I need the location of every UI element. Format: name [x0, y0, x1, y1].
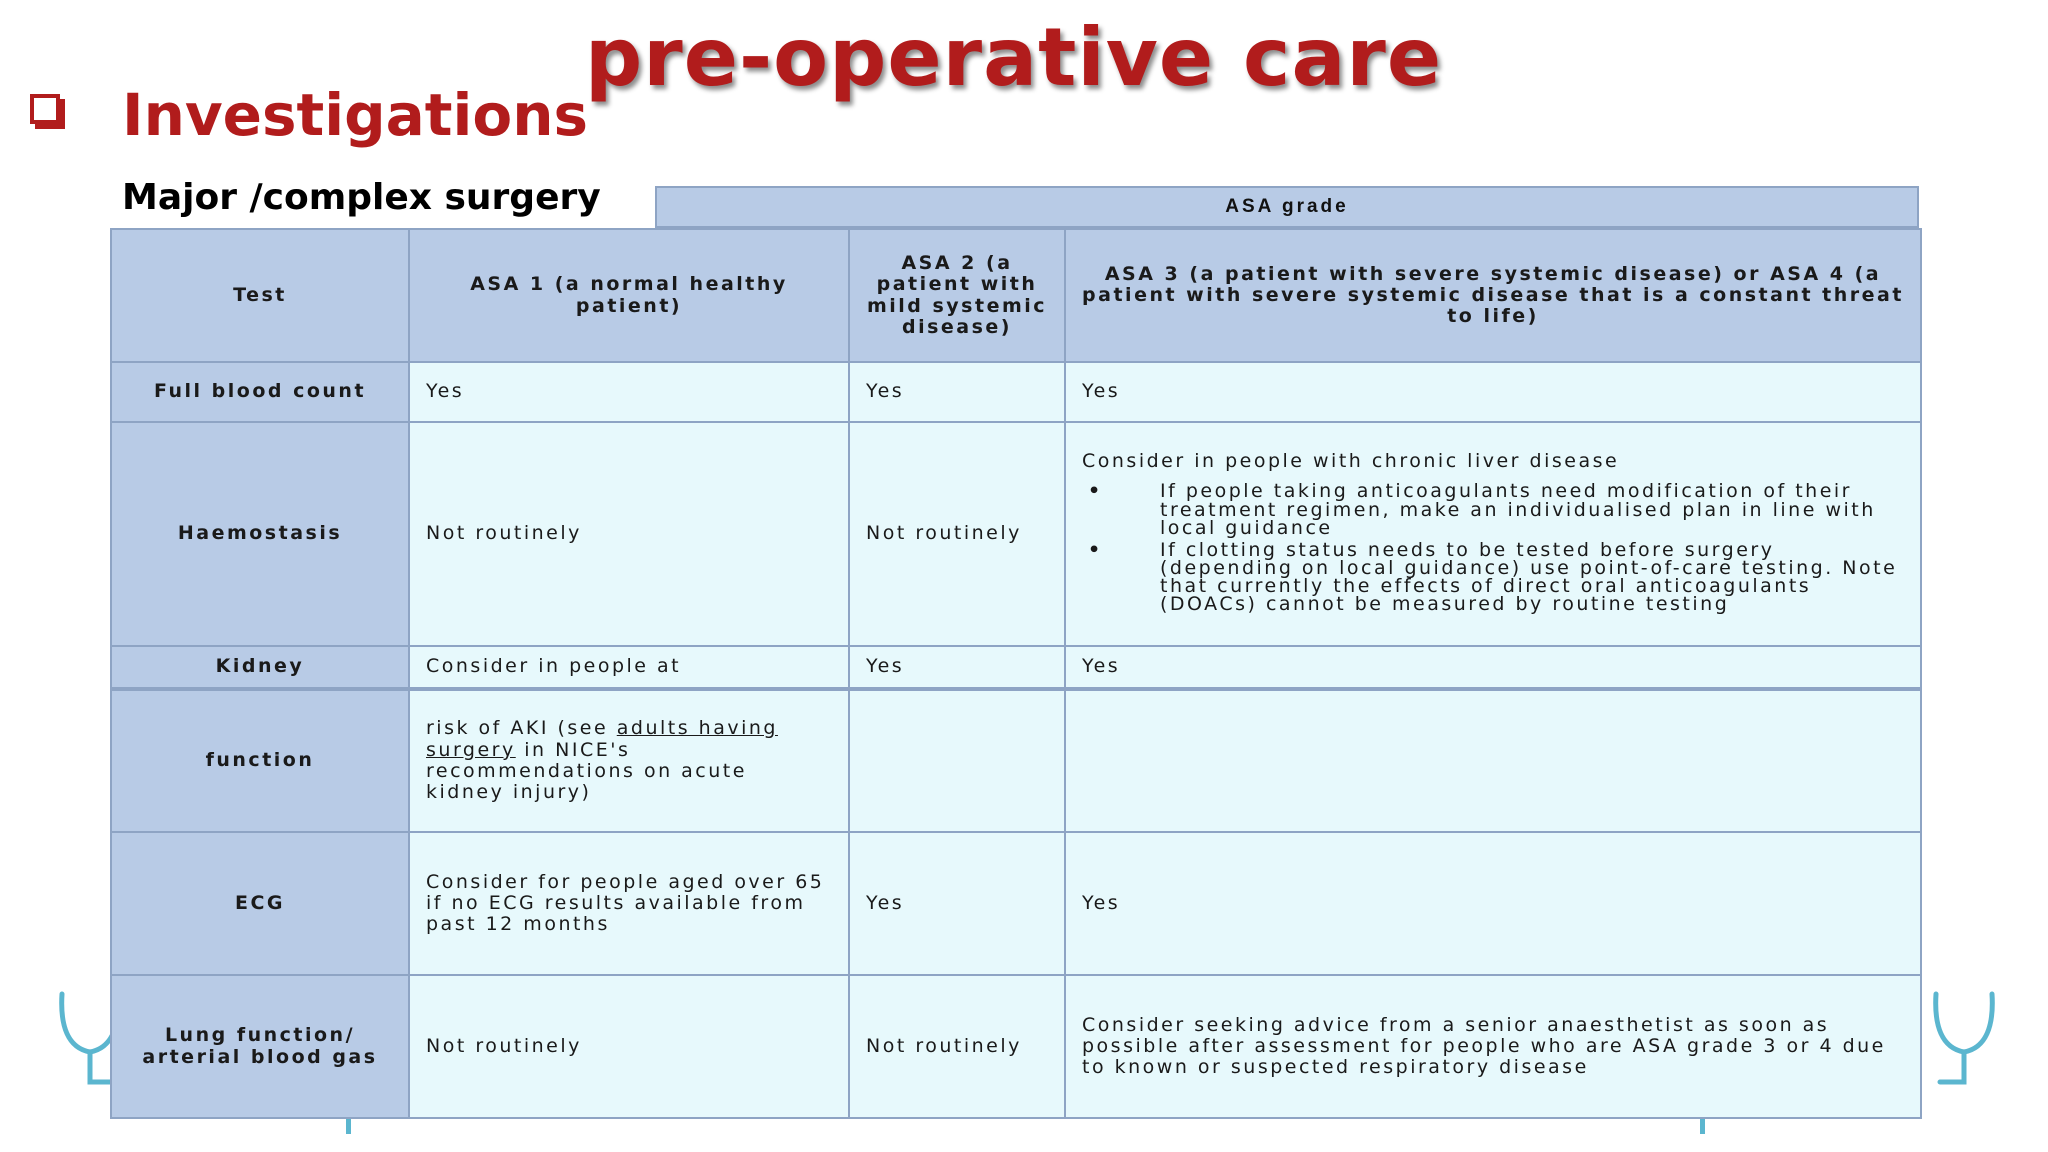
list-item: • If people taking anticoagulants need modification of their treatment regimen, make an individualised plan in line with local guidance: [1082, 482, 1904, 536]
header-asa1: ASA 1 (a normal healthy patient): [409, 229, 849, 362]
haemostasis-intro: Consider in people with chronic liver disease: [1082, 450, 1620, 473]
cell-fbc-asa2: Yes: [849, 362, 1065, 422]
cell-haemostasis-asa2: Not routinely: [849, 422, 1065, 646]
cell-kidney-asa2: Yes: [849, 646, 1065, 689]
asa-grade-header: ASA grade: [655, 186, 1919, 228]
test-kidney: Kidney: [111, 646, 409, 689]
cell-kidney-asa34: Yes: [1065, 646, 1921, 689]
haemostasis-bullets: [1082, 480, 1904, 615]
cell-kidney-asa1: Consider in people at: [409, 646, 849, 689]
cell-function-asa2: [849, 689, 1065, 832]
table-row: [111, 832, 1921, 975]
header-asa2: ASA 2 (a patient with mild systemic disease): [849, 229, 1065, 362]
test-function: function: [111, 689, 409, 832]
cell-ecg-asa2: Yes: [849, 832, 1065, 975]
header-test: Test: [111, 229, 409, 362]
test-haemostasis: Haemostasis: [111, 422, 409, 646]
header-row: [111, 229, 1921, 362]
cell-lung-asa34: Consider seeking advice from a senior anaesthetist as soon as possible after assessment for people who are ASA grade 3 or 4 due to known or suspected respiratory disease: [1065, 975, 1921, 1118]
adults-having-surgery-link[interactable]: adults having surgery: [426, 717, 778, 761]
cell-fbc-asa1: Yes: [409, 362, 849, 422]
function-text-post: in NICE's recommendations on acute kidney injury): [426, 738, 747, 804]
slide-title: pre-operative care: [585, 11, 1443, 104]
function-text-pre: risk of AKI (see: [426, 717, 609, 740]
section-heading: Investigations: [122, 81, 589, 149]
list-item: • If clotting status needs to be tested before surgery (depending on local guidance) use point-of-care testing. Note that currently the effects of direct oral anticoagulants (DOACs) cannot be measured by routine testing: [1082, 541, 1904, 613]
hollow-square-bullet-icon: [30, 94, 60, 124]
table-row: [111, 975, 1921, 1118]
header-asa34: ASA 3 (a patient with severe systemic disease) or ASA 4 (a patient with severe systemic disease that is a constant threat to life): [1065, 229, 1921, 362]
table-row: [111, 362, 1921, 422]
cell-function-asa1: [409, 689, 849, 832]
cell-lung-asa1: Not routinely: [409, 975, 849, 1118]
cell-fbc-asa34: Yes: [1065, 362, 1921, 422]
cell-ecg-asa34: Yes: [1065, 832, 1921, 975]
cell-haemostasis-asa1: Not routinely: [409, 422, 849, 646]
table-row: [111, 646, 1921, 689]
sub-heading: Major /complex surgery: [122, 177, 601, 218]
test-lung-function: Lung function/ arterial blood gas: [111, 975, 409, 1118]
table-row: [111, 689, 1921, 832]
cell-haemostasis-asa34: [1065, 422, 1921, 646]
test-ecg: ECG: [111, 832, 409, 975]
cell-function-asa34: [1065, 689, 1921, 832]
investigations-table: [110, 228, 1922, 1119]
stethoscope-right-icon: [1928, 986, 1998, 1136]
cell-ecg-asa1: Consider for people aged over 65 if no ECG results available from past 12 months: [409, 832, 849, 975]
cell-lung-asa2: Not routinely: [849, 975, 1065, 1118]
test-full-blood-count: Full blood count: [111, 362, 409, 422]
table-row: [111, 422, 1921, 646]
